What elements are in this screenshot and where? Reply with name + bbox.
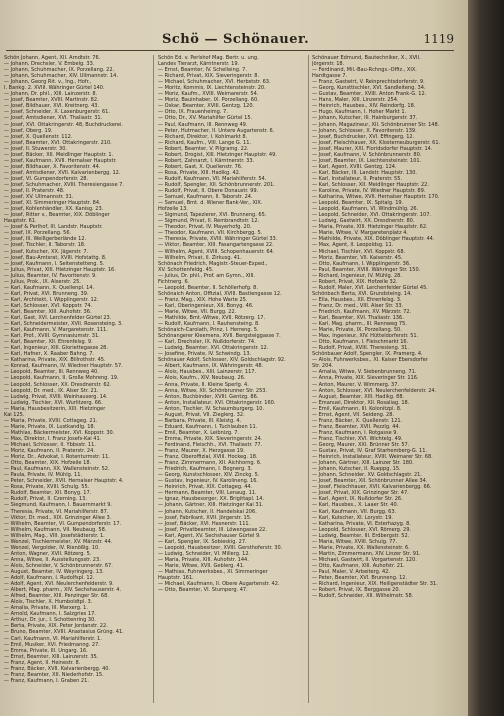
directory-entry-line: — Karl, Kaufmann, VII. Burgg. 63. xyxy=(312,508,397,515)
directory-entry-line: — Wenzel, Tischlermeister, XV. Märzstr. 44. xyxy=(4,538,113,545)
directory-entry-line: — Katharina, Private, VI. Esterhazyg. 8. xyxy=(312,520,411,527)
directory-entry-line: — Josef, Maurer, XXI. Floridsdorfer Hauptstr. 14. xyxy=(312,145,433,152)
directory-entry-line: — Franz, Agent, II. Heinestr. 8. xyxy=(4,659,81,666)
directory-entry-line: — Franz, Mag., XIX. Hohe Warte 25. xyxy=(158,296,248,303)
directory-entry-line: — Maria, Witwe, XVIII. Schulg. 77. xyxy=(312,538,398,545)
directory-entry-line: — Otto, IX. Frauenheimg. 7. xyxy=(158,109,228,116)
directory-entry-line: — Gustav, Ingenieur, IV. Karolineng. 16. xyxy=(158,478,259,485)
directory-entry-line: — Anna, Witwe, XII. Schönbrunner Str. 253. xyxy=(158,387,268,394)
directory-entry-line: — Karl, Agent, XV. Sechshauser Gürtel 9. xyxy=(158,532,261,539)
directory-entry-line: — Leopold, Schlosser, XVI. Römerg. 29. xyxy=(312,526,412,533)
directory-entry-line: — Franz, Bäcker, X. Quellenstr. 121. xyxy=(312,417,403,424)
directory-entry-line: — Emma, Private, XIX. Sieveringerstr. 24. xyxy=(158,435,263,442)
directory-entry-line: — Marie, Witwe, VII. Burgg. 22. xyxy=(158,308,237,315)
directory-entry-line: — Marie, Witwe, XVII. Geblerg. 41. xyxy=(158,562,245,569)
directory-entry-line: — Ludwig, Gastwirt, XX. Dresdnerstr. 80. xyxy=(312,218,415,225)
directory-entry-line: — Georg, Kunsttischler, XVI. Sandleiteng. 34. xyxy=(312,85,426,92)
directory-entry-line: — Josef, VI. Gumpendorferstr. 28. xyxy=(4,175,89,182)
directory-entry-line: — Josef, Bau-Amtsrat, XVIII. Hofstattg. 8. xyxy=(4,254,107,261)
directory-entry-line: — Heinrich, Installateur, XVIII. Weimarer Str. 68. xyxy=(312,454,433,461)
directory-entry-line: — Adolf, Agent, XVI. Neulerchenfelderstr. 9. xyxy=(4,581,114,588)
directory-entry-line: — Sigmund, Tapezierer, XVI. Brunneng. 65. xyxy=(158,212,267,219)
directory-entry-line: — Josef, Schneider, X. Laxenburgerstr. 61. xyxy=(4,109,110,116)
directory-entry-line: Hofzeile 13. xyxy=(158,206,188,213)
directory-entry-line: — Richard, Privat, XIX. Sieveringerstr. 8. xyxy=(158,73,260,80)
directory-entry-line: — Anton, Tischler, IV. Schaumburgerg. 10. xyxy=(158,405,265,412)
directory-entry-line: — Karl, Drechsler, IX. Nußdorferstr. 74. xyxy=(158,339,256,346)
directory-entry-line: — Josef, Privatbeamter, III. Löwengasse 22. xyxy=(158,526,267,533)
directory-entry-line: — Josef, IX. Porzellang. 56. xyxy=(4,230,72,237)
directory-entry-line: — Sigmund, Privat, II. Rembrandtstr. 12. xyxy=(158,218,260,225)
directory-entry-line: — Hans, Maler, XIII. Linzerstr. 254. xyxy=(312,97,399,104)
directory-entry-line: — Karl, Beamter, XII. Ehrenfelsg. 9. xyxy=(4,339,93,346)
directory-entry-line: — Josef, Privat, XIX. Grinzinger Str. 47. xyxy=(312,490,409,497)
directory-entry-line: — Rudolf, Privat, XVIII. Theresieng. 31. xyxy=(312,345,409,352)
directory-entry-line: — Wilhelm, Beamter, VI. Gumpendorferstr. 17. xyxy=(4,520,122,527)
directory-entry-line: — Ludwig, Tischler, XVI. Wurlitzerg. 66. xyxy=(4,399,103,406)
directory-entry-line: Schönbach Berta, XVI. Grundsteing. 14. xyxy=(312,290,412,297)
directory-entry-line: — Josef, XI. Simmeringer Hauptstr. 84. xyxy=(4,200,101,207)
directory-entry-line: — Robert, Gast, X. Quellenstr. 76. xyxy=(158,163,243,170)
directory-entry-line: — Alois, Hausbes., XIII. Lainzerstr. 117. xyxy=(158,369,257,376)
directory-entry-line: — Franz, Beamter, XVII. Pezzlg. 44. xyxy=(312,423,401,430)
directory-entry-line: — Karl, Agent, XVIII. Gentzg. 124. xyxy=(312,163,397,170)
directory-entry-line: Hauptstr. 161. xyxy=(158,575,194,582)
directory-entry-line: — Arnold, Kaufmann, I. Salzgries 17. xyxy=(4,611,96,618)
directory-entry-line: — Josef, II. Praterstr. 48. xyxy=(4,188,65,195)
directory-entry-line: — Josef, Buchdrucker, XVI. Effingerg. 12. xyxy=(312,133,415,140)
directory-entry-line: — Karl, Beamter, XVI. Thaliastr. 136. xyxy=(312,315,404,322)
directory-entry-line: — Georg, Kunstschlosser, XIV. Zinckg. 5. xyxy=(158,472,260,479)
directory-entry-line: — Franz, Tischler, XVI. Wichtelg. 49. xyxy=(312,435,403,442)
directory-entry-line: — Ferdinand, Fleischh., XVI. Thaliastr. 77. xyxy=(158,442,263,448)
directory-entry-line: — Karl, Prof., XVIII. Gymnasiumstr. 31. xyxy=(4,333,100,340)
directory-entry-line: — Karl, Oberingenieur, XII. Bonyg. 46. xyxy=(158,302,254,309)
directory-entry-line: — Johann, Schneider, XV. Goldschlagstr. 21. xyxy=(312,472,422,479)
directory-entry-line: — Leopold, Beamter, III. Rennweg 40. xyxy=(4,369,99,376)
directory-entry-line: — Albert, Kaufmann, IX. Währingerstr. 48. xyxy=(158,363,264,370)
directory-entry-line: — Ferdinand, Mil.-Bau-Rchngs.-Offiz., XIX. xyxy=(312,67,417,74)
directory-entry-line: — Ludwig, Beamter, XVI. Ottakringerstr. 12. xyxy=(158,345,269,352)
directory-entry-line: — Carl, Kaufmann, VI. Mariahilferstr. 1. xyxy=(4,635,102,642)
directory-entry-line: — Leopold, Kaufmann, VI. Windmühlg. 26. xyxy=(312,206,419,213)
directory-entry-line: — Josef, Fabrikant, XVII. Jörgerstr. 15. xyxy=(158,514,252,521)
directory-entry-line: Schönbauer Adolf, Spengler, IX. Pramerg. 4. xyxy=(312,351,423,358)
column-2 xyxy=(158,55,304,705)
directory-entry-line: — Josef, XVI. Ottakringerstr. 48, Buchdruckerei. xyxy=(4,121,123,128)
directory-entry-line: — Johann, Georg Rit. v., Ing., Hofr., xyxy=(4,79,92,86)
directory-entry-line: — Julius, Privat, XIII. Hietzinger Hauptstr. 16. xyxy=(4,266,116,273)
directory-entry-line: — Moriz, Dr., Advokat, I. Rotenturmstr. 11. xyxy=(4,454,110,461)
directory-entry-line: — Oskar, Beamter, XVIII. Gentzg. 120. xyxy=(158,103,255,110)
directory-entry-line: — Moriz, Kaufmann, II. Praterstr. 24. xyxy=(4,448,95,455)
directory-entry-line: — Rudolf, Privat, II. Obere Donaustr. 99. xyxy=(158,188,259,195)
directory-entry-line: — Max, Agent, II. Leopoldsg. 11. xyxy=(312,242,394,249)
directory-entry-line: — Franz, Oberoffizial, XVIII. Hockeg. 18. xyxy=(158,454,258,461)
directory-entry-line: — Leopold, Hausbesitzer, XVIII. Gersthoferstr. 30. xyxy=(158,544,283,551)
directory-entry-line: — Leopold, Schlosser, XX. Dresdnerstr. 62. xyxy=(4,381,112,388)
directory-entry-line: — Josef, Beamter, XVIII. Martinstr. 82. xyxy=(4,97,99,104)
directory-entry-line: — Ludwig, Beamter, III. Erdbergstr. 52. xyxy=(312,532,410,539)
directory-entry-line: — Julius, Dr. phil., Prof. am Gymn., XIII. xyxy=(158,272,256,279)
directory-entry-line: — Ernst, Beamter, IV. Schelleing. 7. xyxy=(158,67,247,74)
directory-entry-line: — Johann, Magazineur, XII. Schönbrunner Str. 148. xyxy=(312,121,440,128)
directory-entry-line: — Josef, Kaufmann, V. Schönbrunnerstr. 80. xyxy=(312,151,422,158)
directory-entry-line: — Konrad, Kaufmann, IV. Wiedner Hauptstr. 57. xyxy=(4,363,123,370)
directory-entry-line: — Theodor, Privat, IV. Mayerhofg. 20. xyxy=(158,224,252,231)
directory-entry-line: — Marie, Private, IX. Porzellang. 50. xyxy=(312,327,402,334)
directory-entry-line: — Josef, II. Stuwerstr. 30. xyxy=(4,145,68,152)
directory-entry-line: — Peter, Beamter, XVI. Brunneng. 12. xyxy=(312,575,408,582)
directory-entry-line: — Johann, Gärtner, XIII. Hietzinger Kai 31. xyxy=(158,502,264,509)
directory-entry-line: — Marie, Private, XX. Wallensteinstr. 6. xyxy=(312,544,410,551)
directory-entry-line: — Berta, Private, XIX. Peter Jordanstr. 22. xyxy=(4,623,108,630)
directory-entry-line: Schönaich Anton, Offizial, XVIII. Bastiengasse 12. xyxy=(158,290,282,297)
directory-entry-line: — Josef, Ritter v., Beamter, XIX. Döblinger xyxy=(4,212,110,219)
directory-entry-line: — Rosa, Private, XVIII. Schulg. 55. xyxy=(4,484,90,491)
directory-entry-line: — Mathilde, Private, XIX. Döblinger Hauptstr. 44. xyxy=(312,236,435,243)
directory-entry-line: — Emanuel, Direktor, XII. Rosaliag. 18. xyxy=(312,399,410,406)
directory-entry-line: — Karl, Kaufmann, X. Quellenpl. 14. xyxy=(4,284,95,291)
directory-entry-line: — Rudolf, Maler, XVI. Lerchenfelder Gürtel 45. xyxy=(312,284,428,291)
directory-entry-line: — Georg, Maurer, XXI. Brünner Str. 57. xyxy=(312,442,410,448)
directory-entry-line: Schön Johann, Agent, XII. Arndtstr. 76. xyxy=(4,55,101,61)
directory-entry-line: — Karl, Hafner, X. Raaber Bahng. 7. xyxy=(4,351,95,358)
directory-entry-line: — Otto, Beamter, VI. Stumperg. 47. xyxy=(158,587,248,594)
directory-entry-line: — Josef, Fleischhauer, XX. Klosterneuburgerstr. 61. xyxy=(312,139,441,146)
directory-entry-line: Jörgerstr. 18. xyxy=(312,61,345,68)
directory-entry-line: — Rudolf, Spengler, XII. Schönbrunnerstr. 201. xyxy=(158,181,275,188)
directory-entry-line: — Katharina, Witwe, XVII. Hernalser Hauptstr. 170. xyxy=(312,194,440,201)
directory-entry-line: — Ignaz, Hausbesorger, XX. Brigittapl. 14. xyxy=(158,496,265,503)
directory-entry-line: — Franz, Kaufmann, I. Rotgasse 9. xyxy=(312,429,399,436)
directory-entry-line: — Wilhelm, Agent, XVIII. Schopenhauerstr. 64. xyxy=(158,248,275,255)
directory-entry-line: — Julius, Prok., IX. Alserstr. 25. xyxy=(4,278,81,285)
directory-entry-line: — Emil, Beamter, X. Leibnizg. 7. xyxy=(158,429,240,436)
directory-entry-line: — Josef, X. Quellenstr. 112. xyxy=(4,133,73,140)
directory-entry-line: — Peter, Schneider, XVII. Hernalser Hauptstr. 4. xyxy=(4,478,124,485)
directory-entry-line: — Anton, Maurer, V. Wimmerg. 37. xyxy=(312,381,400,388)
directory-entry-line: — Anton, Wagner, XVII. Rötzerg. 5. xyxy=(4,550,92,557)
directory-entry-line: — Alois, Tischler, X. Humboldtpl. 3. xyxy=(4,599,93,606)
directory-entry-line: — Alois, Kaufm., XIV. Neubaug. 26. xyxy=(158,375,246,382)
directory-entry-line: — Mathias, Fuhrwerksbes., XI. Simmeringer xyxy=(158,568,268,575)
directory-entry-line: — Rudolf, Privat, II. Czerning. 13. xyxy=(4,496,87,503)
directory-entry-line: — Emil, Musiker, XVI. Friedmanng. 27. xyxy=(4,641,100,648)
directory-entry-line: — Bruno, Beamter, XVIII. Anastasius Grüng. 41. xyxy=(4,629,124,636)
directory-entry-line: — Johann, Schuhmacher, IX. Porzellang. 22. xyxy=(4,67,115,74)
directory-entry-line: Schönangerer Kleemens, XVII. Bergsteiggasse 7. xyxy=(158,333,281,340)
directory-entry-line: — Karoline, Private, IV. Wiedner Hauptstr. 89. xyxy=(312,188,426,195)
directory-entry-line: — Karl, Schlosser, XVI. Koppstr. 74. xyxy=(4,302,93,309)
directory-entry-line: — Otto, Kaufmann, XIII. Auhofstr. 21. xyxy=(312,562,405,569)
directory-entry-line: — August, Beamter, IV. Weyringerg. 13. xyxy=(4,568,104,575)
column-divider xyxy=(308,55,309,703)
directory-entry-line: — Albert, Mag. pharm., XIV. Sechshauserstr. 4. xyxy=(4,587,122,594)
page-header xyxy=(6,30,456,50)
directory-entry-line: — Leopold, Schneider, XVI. Ottakringerstr. 107. xyxy=(312,212,432,219)
directory-entry-line: — Heinrich, Hausbes., XIV. Reindorfg. 18. xyxy=(312,103,416,110)
directory-entry-line: — August, Beamter, XIII. Hadikg. 88. xyxy=(312,393,405,400)
directory-entry-line: Schönauer Edmund, Bautechniker, X., XVII. xyxy=(312,55,421,61)
directory-entry-line: Fichtnerg. 6. xyxy=(158,278,190,285)
book-gutter xyxy=(468,0,504,716)
directory-entry-line: — Karl, Hausbes., X. Laaer Str. 40. xyxy=(312,502,399,509)
directory-entry-line: — Moritz, Kommis, IX. Liechtensteinstr. 20. xyxy=(158,85,266,92)
directory-entry-line: — Paul, Kaufmann, XX. Wallensteinstr. 52. xyxy=(4,466,110,473)
directory-entry-line: — Eduard, Kaufmann, I. Tuchlauben 11. xyxy=(158,423,258,430)
directory-entry-line: — Moriz, Bauinhaber, IX. Porzellang. 60. xyxy=(158,97,259,104)
directory-entry-line: — Emil, Kaufmann, III. Kolonitzpl. 8. xyxy=(312,405,402,412)
directory-entry-line: — Johann, Drechsler, V. Embelg. 33. xyxy=(4,61,95,68)
directory-entry-line: — Leopold, Beamter, II. Schöllerhofg. 8. xyxy=(158,284,258,291)
directory-entry-line: — Alois, Fuhrwerksbes., XI. Kaiser Ebersdorfer xyxy=(312,357,428,364)
directory-entry-line: — Karl, Architekt, I. Wipplingerstr. 12. xyxy=(4,296,99,303)
directory-entry-line: — Maria, Private, XIII. Auhofstr. 144. xyxy=(158,556,249,563)
directory-entry-line: Schönauer Adolf, Schlosser, XIV. Goldschlagstr. 92. xyxy=(158,357,286,364)
directory-entry-line: — Marie, Private, IX. Lustkandlg. 18. xyxy=(4,423,96,430)
directory-entry-line: — Mathias, Bäckermeister, XVI. Koppstr. 30. xyxy=(4,429,115,436)
directory-entry-line: — Robert, Drogist, XIII. Hietzinger Hauptstr. 49. xyxy=(158,151,277,158)
directory-entry-line: — Franz, Beamter, XII. Niederhofstr. 15. xyxy=(4,671,104,678)
directory-entry-line: — Rudolf, Beamter, XII. Bonyg. 17. xyxy=(4,490,92,497)
directory-entry-line: — Paul, Kaufmann, III. Rennweg 49. xyxy=(158,121,248,128)
directory-entry-line: Schönaich-Carolath, Prinz, I. Herreng. 5. xyxy=(158,327,259,334)
directory-entry-line: — Johann, Kutscher, II. Handelskai 206. xyxy=(158,508,257,515)
directory-entry-line: — Amalia, Private, III. Marxerg. 1. xyxy=(4,605,88,612)
directory-entry-line: — Samuel, Kaufmann, II. Taborstr. 24. xyxy=(158,194,253,201)
directory-entry-line: — Johann, Schuhmacher, XIV. Ullmannstr. 14. xyxy=(4,73,118,80)
directory-entry-line: — Rudolf, Kaufmann, VII. Mariahilferstr. 54. xyxy=(158,175,267,182)
column-divider xyxy=(153,55,154,703)
directory-entry-line: — Karl, Installateur, II. Praterstr. 55. xyxy=(312,175,403,182)
directory-entry-line: — Michael, Tischler, XVI. Koppstr. 68. xyxy=(312,248,406,255)
directory-entry-line: — Franz, Gastwirt, V. Reinprechtsdorferstr. 9. xyxy=(312,79,425,86)
directory-entry-line: — Karl, Bäcker, III. Landstr. Hauptstr. 130. xyxy=(312,169,417,176)
directory-entry-line: — Richard, Ingenieur, IV. Mühlg. 28. xyxy=(312,272,402,279)
directory-entry-line: — Franz, Bäcker, XVII. Kalvarienbergg. 40. xyxy=(4,665,111,672)
directory-entry-line: — Anna, Private, XIX. Sieveringer Str. 116. xyxy=(312,375,419,382)
directory-entry-line: — Gustav, Privat, IV. Graf Starhemberg-G. 11. xyxy=(312,448,428,455)
directory-entry-line: — Josef, Fleischhauer, XVII. Kalvarienbergg. 66. xyxy=(312,484,432,491)
directory-entry-line: — Josefine, Private, IV. Schwindg. 13. xyxy=(158,351,252,358)
directory-entry-line: Schönach Friedrich, Magistr.-Steuer-Exped., xyxy=(158,260,268,267)
directory-entry-line: — Johann, Kutscher, II. Rueppg. 15. xyxy=(312,466,401,473)
directory-entry-line: — Josef, Tischler, II. Taborstr. 18. xyxy=(4,242,86,249)
directory-entry-line: — Josef, Bildhauer, X. Favoritenstr. 44. xyxy=(4,163,101,170)
directory-entry-line: — Karl, Mag. pharm., III. Rennweg 75. xyxy=(312,321,407,328)
directory-entry-line: — Franz, Dr. med., VIII. Alser Str. 33. xyxy=(312,302,404,309)
directory-entry-line: — Martin, Zimmermann, XIV. Linzer Str. 91. xyxy=(312,550,421,557)
directory-entry-line: — Ernst, Beamter, XIII. Lainzerstr. 35. xyxy=(4,653,99,660)
directory-entry-line: — Karl, Spengler, IX. Sobieskig. 27. xyxy=(158,538,247,545)
directory-entry-line: — Karl, Kaufmann, V. Margaretenstr. 111. xyxy=(4,327,108,334)
directory-entry-line: — Leopold, Beamter, IX. Spitalg. 19. xyxy=(312,200,404,207)
directory-entry-line: — Michael, Gastwirt, II. Vorgartenstr. 120. xyxy=(312,556,417,563)
directory-entry-line: Hardtgasse 7. xyxy=(312,73,348,80)
directory-entry-line: — Karl, Schlosser, XII. Meidlinger Hauptstr. 22. xyxy=(312,181,429,188)
directory-entry-line: — Theodor, Kaufmann, VII. Kirchbergg. 5. xyxy=(158,230,263,237)
directory-entry-line: I. Bankg. 2. XVIII. Währinger Gürtel 140. xyxy=(4,85,105,92)
directory-entry-line: — Franz, Maurer, X. Herzgasse 19. xyxy=(158,448,245,455)
directory-entry-line: — Viktor, Dr. med., XIX. Grinzinger Allee 3. xyxy=(4,514,112,521)
directory-entry-line: — Rosa, Private, XIII. Hadikg. 42. xyxy=(158,169,241,176)
directory-entry-line: — Theresia, Private, XVIII. Währinger Gürtel 33. xyxy=(158,236,278,243)
directory-entry-line: — Maria, Private, XIII. Hietzinger Hauptstr. 62. xyxy=(312,224,428,231)
directory-entry-line: — Robert, Privat, IX. Berggasse 20. xyxy=(312,587,401,594)
directory-entry-line: — Josef, Bäcker, XVI. Hasnerstr. 111. xyxy=(158,520,251,527)
directory-entry-line: — Josef, Kaufmann, XVII. Hernalser Hauptstr. xyxy=(4,157,117,164)
directory-entry-line: — Gustav, Beamter, XVIII. Anton Frank-G. 12. xyxy=(312,91,427,98)
directory-entry-line: — Barbara, Private, III. Kleistg. 4. xyxy=(158,417,242,424)
directory-entry-line: — Alfred, Beamter, XIII. Penzinger Str. 68. xyxy=(4,593,109,600)
directory-entry-line: — Anton, Buchbinder, XVIII. Gentzg. 86. xyxy=(158,393,259,400)
directory-entry-line: — Josef, Kohlenhändler, XX. Kanisg. 23. xyxy=(4,206,104,213)
directory-entry-line: Landes Tierarzt, Kärntnerstr. 19. xyxy=(158,61,240,68)
directory-entry-line: — Paul, Maler, V. Arbeiterg. 42. xyxy=(312,568,391,575)
directory-entry-line: — Friedrich, Kaufmann, XV. Märzstr. 72. xyxy=(312,308,412,315)
directory-entry-line: — Richard, Ingenieur, XIX. Heiligenstädter Str. 31. xyxy=(312,581,438,588)
directory-entry-line: — Samuel, Bmt. d. Wiener Bank-Ver., XIX. xyxy=(158,200,263,207)
directory-entry-line: — Michael, Schuhmacher, XVI. Herbststr. 63. xyxy=(158,79,271,86)
directory-entry-line: Hauptstr. 61. xyxy=(4,218,37,225)
directory-entry-line: — Robert, Zahnarzt, I. Kärntnerstr. 33. xyxy=(158,157,255,164)
directory-entry-line: — Wilhelm, Privat, II. Zirkusg. 41. xyxy=(158,254,242,261)
directory-entry-line: — Max, Ingenieur, XIV. Hütteldorferstr. 51. xyxy=(312,333,419,340)
directory-entry-line: — Karl, Ingenieur, XIII. Gloriettegasse 28. xyxy=(4,345,108,352)
directory-entry-line: — Arthur, Dr. jur., I. Schottenring 30. xyxy=(4,617,96,624)
directory-entry-line: — Marie, Witwe, V. Margaretenplatz 4. xyxy=(312,230,409,237)
directory-entry-line: — Anna, Private, II. Kleine Sperlg. 4. xyxy=(158,381,249,388)
directory-entry-line: — Otto, Kaufmann, I. Fleischmarkt 16. xyxy=(312,339,409,346)
directory-entry-line: Str. 204. xyxy=(312,363,334,370)
column-1 xyxy=(4,55,150,705)
directory-entry-line: — Josef, Bäcker, XII. Meidlinger Hauptstr. 1. xyxy=(4,151,114,158)
directory-entry-line: — Karl, Beamter, XIII. Auhofstr. 36. xyxy=(4,308,92,315)
directory-entry-line: — Josef, Bildhauer, XVI. Kreitnerg. 43. xyxy=(4,103,100,110)
directory-entry-line: — Wilhelm, Kaufmann, VII. Neubaug. 58. xyxy=(4,526,107,533)
directory-entry-line: — Josef, Amtsdiener, XVII. Kalvarienbergg. 12. xyxy=(4,169,121,176)
directory-entry-line: — Hugo, Kaufmann, I. Hoher Markt 1. xyxy=(312,109,407,116)
directory-entry-line: — Friedrich, Kaufmann, I. Bognerg. 3. xyxy=(158,466,253,473)
page-title: Schö — Schönauer. xyxy=(162,32,310,47)
directory-entry-line: — Franz, Zimmermann, XII. Aichhorng. 6. xyxy=(158,460,262,467)
directory-entry-line: — Johann, Gärtner, XIII. Lainzer Str. 180. xyxy=(312,460,414,467)
header-rule xyxy=(6,50,454,51)
directory-entry-line: — Leopold, Dr. med., IX. Alser Str. 21. xyxy=(4,387,99,394)
directory-entry-line: — Josef, Amtsdiener, XVI. Thaliastr. 31. xyxy=(4,115,103,122)
directory-entry-line: — Karl, Kutscher, XI. Lorystr. 19. xyxy=(312,514,393,521)
directory-entry-line: — Mathilde, Bmt.-Witwe, XVII. Rötzerg. 17. xyxy=(158,315,266,322)
directory-entry-line: — Ernst, Agent, VII. Seideng. 28. xyxy=(312,411,395,418)
directory-entry-line: — Emma, Private, III. Ungarg. 16. xyxy=(4,647,88,654)
directory-entry-line: — Ludwig, Privat, XVIII. Weinhauserg. 14. xyxy=(4,393,108,400)
directory-entry-line: — Anna, Witwe, II. Ausstellungsstr. 23. xyxy=(4,556,101,563)
directory-entry-line: — Leopold, Kaufmann, II. Große Mohreng. 19. xyxy=(4,375,119,382)
directory-entry-line: — Rudolf, Kaufmann, I. Rauhensteing. 8. xyxy=(158,321,260,328)
directory-entry-line: — Josef, Kutscher, XX. Jägerstr. 7. xyxy=(4,248,89,255)
directory-entry-line: — Karl, Privat, XVI. Brunneng. 39. xyxy=(4,290,89,297)
directory-entry-line: — Heinrich, Privat, XIX. Cottageg. 44. xyxy=(158,484,253,491)
directory-entry-line: — Josef, III. Weißgerberlände 12. xyxy=(4,236,87,243)
directory-entry-line: — Robert, Privat, XIX. Hofzeile 32. xyxy=(312,278,398,285)
directory-entry-line: — Josef & Perlhof, III. Landstr. Hauptstr. xyxy=(4,224,103,231)
directory-entry-line: — Josef, Beamter, IX. Liechtensteinstr. 101. xyxy=(312,157,422,164)
directory-entry-line: — Michael, Kaufmann, II. Obere Augartenstr. 42. xyxy=(158,581,280,588)
directory-entry-line: — Ludwig, Schneider, VI. Millerg. 12. xyxy=(158,550,251,557)
directory-entry-line: — Otto, Kaufmann, I. Wipplingerstr. 36. xyxy=(312,260,411,267)
directory-entry-line: — Adolf, Kaufmann, I. Rudolfspl. 12. xyxy=(4,575,95,582)
directory-entry-line: — Moriz, Kaufm., XVIII. Weimarerstr. 54. xyxy=(158,91,259,98)
directory-entry-line: — Otto, Dr., XV. Mariahilfer Gürtel 15. xyxy=(158,115,253,122)
directory-entry-line: — Michael, Schlosser, II. Ybbsstr. 11. xyxy=(4,442,96,448)
directory-entry-line: — Richard, Direktor, I. Kohlmarkt 8. xyxy=(158,133,248,140)
directory-entry-line: — Max, Direktor, I. Franz Josefs-Kai 41. xyxy=(4,435,102,442)
directory-entry-line: — Anton, Schlosser, XVI. Neulerchenfelderstr. 24. xyxy=(312,387,437,394)
directory-entry-line: — Wilhelm, Mag., VIII. Josefstädterstr. 1. xyxy=(4,532,105,539)
directory-entry-line: — Josef, Oberg. 19. xyxy=(4,127,53,134)
directory-entry-line: — Karl, Schneidermeister, XVII. Rosensteing. 3. xyxy=(4,321,123,328)
directory-entry-line: — Karl, Gast, XVI. Lerchenfelder Gürtel 23. xyxy=(4,315,112,322)
directory-entry-line: — Johann, Dr. phil., XIII. Lainzerstr. 8. xyxy=(4,91,98,98)
directory-entry-line: — Moriz, Beamter, VII. Kaiserstr. 45. xyxy=(312,254,403,261)
directory-entry-line: — Josef, Kaufmann, I. Seitenstetteng. 5. xyxy=(4,260,105,267)
directory-entry-line: — Viktor, Beamter, XIII. Fasangartengasse 22. xyxy=(158,242,274,249)
directory-entry-line: — Katharina, Private, XIX. Billrothstr. 45. xyxy=(4,357,106,364)
directory-entry-line: — Siegmund, Kaufmann, I. Bauernmarkt 9. xyxy=(4,502,112,509)
directory-entry-line: — Johann, Schlosser, X. Favoritenstr. 139. xyxy=(312,127,417,134)
directory-entry-line: — Josef, XV. Ullmannstr. 31. xyxy=(4,194,74,201)
directory-entry-line: — Karl, Agent, IX. Nußdorfer Str. 26. xyxy=(312,496,403,503)
directory-entry-line: — Peter, Hutmacher, II. Untere Augartenstr. 6. xyxy=(158,127,275,134)
directory-entry-line: — Hermann, Beamter, VIII. Lenaug. 11. xyxy=(158,490,257,497)
directory-entry-line: — Alois, Schneider, V. Schönbrunnerstr. 67. xyxy=(4,562,113,569)
directory-entry-line: — Otto, Beamter, XIX. Hofzeile 18. xyxy=(4,460,92,467)
directory-entry-line: — Theresia, Private, VI. Mariahilferstr. 87. xyxy=(4,508,109,515)
column-3 xyxy=(312,55,462,705)
directory-entry-line: — Julius, Beamter, IV. Favoritenstr. 9. xyxy=(4,272,97,279)
directory-entry-line: — August, Privat, VII. Zieglerg. 32. xyxy=(158,411,245,418)
directory-entry-line: — Robert, Beamter, V. Pilgramg. 22. xyxy=(158,145,249,152)
directory-entry-line: — Richard, Kaufm., VIII. Lange G. 11. xyxy=(158,139,252,146)
directory-entry-line: — Wenzel, Vergolder, IV. Rienößlg. 10. xyxy=(4,544,100,551)
directory-entry-line: — Ella, Hausbes., XII. Ehrenfelsg. 3. xyxy=(312,296,402,303)
directory-entry-line: — Josef, Schuhmacher, XVIII. Theresiengasse 7. xyxy=(4,181,124,188)
directory-entry-line: — Amalia, Witwe, V. Siebenbrunneng. 71. xyxy=(312,369,417,376)
directory-entry-line: — Maria, Private, XVIII. Cottageg. 21. xyxy=(4,417,98,424)
directory-entry-line: Schön Ed. v. Perlshof Mag. Bertr. u. ung. xyxy=(158,55,259,61)
directory-entry-line: — Josef, Beamter, XVI. Ottakringerstr. 210. xyxy=(4,139,112,146)
directory-entry-line: — Maria, Hausbesitzerin, XIII. Hietzinger xyxy=(4,405,106,412)
directory-entry-line: — Josef, Beamter, XII. Schönbrunner Allee 34. xyxy=(312,478,428,485)
page-number: 1119 xyxy=(423,32,454,46)
directory-entry-line: — Franz, Kaufmann, I. Graben 21. xyxy=(4,677,89,684)
directory-entry-line: — Paula, Private, IV. Mühlg. 11. xyxy=(4,472,83,479)
directory-entry-line: XV. Schottenfeldg. 45. xyxy=(158,266,214,273)
directory-entry-line: — Paul, Beamter, XVIII. Währinger Str. 150. xyxy=(312,266,421,273)
directory-entry-line: Kai 125. xyxy=(4,411,25,418)
directory-entry-line: — Rudolf, Schneider, XII. Wilhelmstr. 58. xyxy=(312,593,414,600)
directory-entry-line: — Anton, Installateur, XVI. Ottakringerstr. 160. xyxy=(158,399,276,406)
directory-entry-line: — Johann, Kutscher, III. Hainburgerstr. 37. xyxy=(312,115,418,122)
